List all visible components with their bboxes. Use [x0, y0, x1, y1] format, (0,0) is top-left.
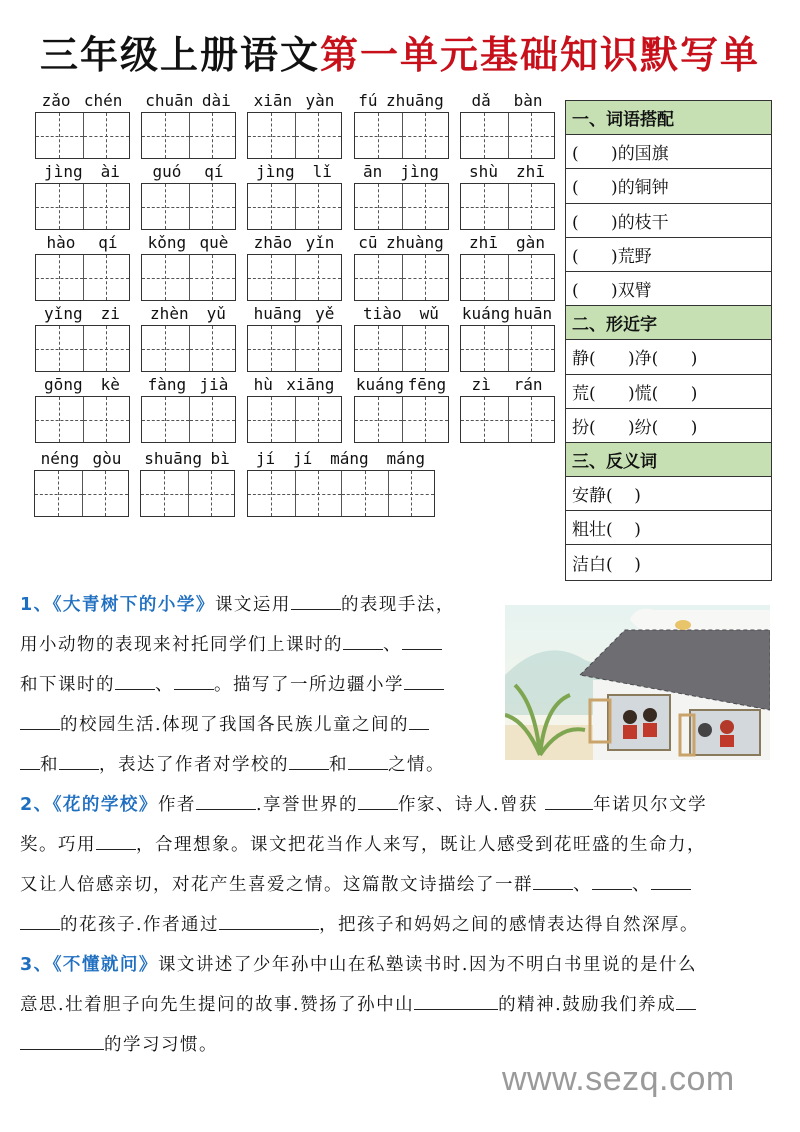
question-line	[20, 825, 706, 865]
question-text: ，把孩子和妈妈之间的感情表达得自然深厚。	[319, 915, 700, 935]
tianzige-writing-cell[interactable]	[82, 471, 129, 516]
pinyin-syllable: xiāng	[286, 375, 335, 394]
question-text: 的校园生活.体现了我国各民族儿童之间的	[60, 715, 410, 735]
pinyin-syllable: jìng	[400, 162, 439, 181]
tianzige-writing-cell[interactable]	[295, 326, 342, 371]
pinyin-syllable: wǔ	[419, 304, 439, 323]
question-text: ，合理想象。课文把花当作人来写，既让人感受到花旺盛的生命力，	[136, 835, 706, 855]
pinyin-syllable: dǎ	[471, 91, 491, 110]
pinyin-label	[141, 232, 235, 252]
answer-blank[interactable]	[20, 713, 60, 730]
tianzige-writing-cell[interactable]	[36, 255, 83, 300]
table-section-heading: 二、形近字	[566, 306, 771, 340]
tianzige-writing-cell[interactable]	[402, 113, 449, 158]
pinyin-syllable: zi	[100, 304, 120, 323]
answer-blank[interactable]	[343, 633, 383, 650]
fill-in-row[interactable]: 荒( )慌( )	[566, 375, 771, 409]
tianzige-writing-cell[interactable]	[142, 184, 189, 229]
answer-blank[interactable]	[291, 593, 341, 610]
lesson-title: 《花的学校》	[52, 795, 158, 815]
pinyin-label	[354, 374, 448, 394]
pinyin-syllable: zǎo	[41, 91, 71, 110]
tianzige-writing-cell[interactable]	[508, 255, 555, 300]
pinyin-label	[460, 161, 554, 181]
answer-blank[interactable]	[651, 873, 691, 890]
answer-blank[interactable]	[592, 873, 632, 890]
pinyin-label	[35, 303, 129, 323]
pinyin-syllable: bàn	[513, 91, 543, 110]
answer-blank[interactable]	[404, 673, 444, 690]
question-text: 作家、诗人.曾获	[398, 795, 546, 815]
question-text: 之情。	[388, 755, 445, 775]
tianzige-writing-cell[interactable]	[402, 255, 449, 300]
tianzige-writing-cell[interactable]	[188, 471, 235, 516]
question-text: 的精神.鼓励我们养成	[498, 995, 677, 1015]
answer-blank[interactable]	[174, 673, 214, 690]
tianzige-writing-cell[interactable]	[508, 326, 555, 371]
school-house-illustration	[505, 605, 770, 760]
tianzige-writing-cell[interactable]	[189, 397, 236, 442]
tianzige-writing-cell[interactable]	[248, 184, 295, 229]
question-text: 的学习习惯。	[104, 1035, 218, 1055]
question-text: .享誉世界的	[255, 795, 358, 815]
tianzige-writing-cell[interactable]	[35, 471, 82, 516]
answer-blank[interactable]	[348, 753, 388, 770]
question-text: 和	[40, 755, 59, 775]
tianzige-writing-cell[interactable]	[36, 113, 83, 158]
fill-in-row[interactable]: ( )荒野	[566, 238, 771, 272]
pinyin-label	[247, 232, 341, 252]
pinyin-syllable: yě	[315, 304, 335, 323]
question-line	[20, 785, 707, 825]
tianzige-writing-cell[interactable]	[248, 255, 295, 300]
pinyin-syllable: què	[199, 233, 229, 252]
tianzige-writing-cell[interactable]	[189, 184, 236, 229]
answer-blank[interactable]	[409, 713, 429, 730]
exercise-table	[565, 100, 772, 581]
question-line	[20, 585, 455, 625]
question-text: 的表现手法，	[340, 595, 455, 615]
question-line	[20, 945, 697, 985]
answer-blank[interactable]	[358, 793, 398, 810]
pinyin-label	[460, 232, 554, 252]
pinyin-label	[354, 161, 448, 181]
tianzige-writing-cell[interactable]	[189, 113, 236, 158]
tianzige-writing-cell[interactable]	[141, 471, 188, 516]
question-text: 奖。巧用	[20, 835, 96, 855]
question-text: 。描写了一所边疆小学	[214, 675, 404, 695]
tianzige-writing-cell[interactable]	[461, 184, 508, 229]
tianzige-writing-cell[interactable]	[355, 255, 402, 300]
question-text: 、	[155, 675, 174, 695]
pinyin-label	[354, 303, 448, 323]
tianzige-writing-cell[interactable]	[402, 184, 449, 229]
pinyin-syllable: qí	[98, 233, 118, 252]
question-text: 和下课时的	[20, 675, 115, 695]
pinyin-syllable: zhuàng	[385, 233, 444, 252]
answer-blank[interactable]	[115, 673, 155, 690]
tianzige-writing-cell[interactable]	[248, 397, 295, 442]
pinyin-syllable: jìng	[256, 162, 295, 181]
tianzige-writing-cell[interactable]	[83, 326, 130, 371]
question-text: 用小动物的表现来衬托同学们上课时的	[20, 635, 343, 655]
pinyin-syllable: lǐ	[312, 162, 332, 181]
fill-in-row[interactable]: 安静( )	[566, 477, 771, 511]
question-line	[20, 865, 691, 905]
tianzige-writing-cell[interactable]	[295, 471, 342, 516]
pinyin-syllable: chuān	[145, 91, 194, 110]
pinyin-syllable: xiān	[253, 91, 293, 110]
title-unit: 第一单元基础知识默写单	[320, 33, 761, 77]
lesson-title: 《不懂就问》	[52, 955, 158, 975]
pinyin-syllable: kǒng	[147, 233, 187, 252]
pinyin-syllable: dài	[201, 91, 231, 110]
question-text: ，表达了作者对学校的	[99, 755, 289, 775]
pinyin-label	[460, 374, 554, 394]
pinyin-label	[247, 90, 341, 110]
pinyin-syllable: jià	[199, 375, 229, 394]
pinyin-syllable: néng	[40, 449, 80, 468]
answer-blank[interactable]	[196, 793, 256, 810]
question-line	[20, 985, 696, 1025]
tianzige-writing-cell[interactable]	[461, 255, 508, 300]
tianzige-writing-cell[interactable]	[402, 326, 449, 371]
pinyin-label	[460, 303, 554, 323]
tianzige-writing-cell[interactable]	[83, 184, 130, 229]
pinyin-syllable: zhèn	[150, 304, 189, 323]
pinyin-syllable: yǐn	[305, 233, 335, 252]
pinyin-label	[35, 232, 129, 252]
page-title	[0, 30, 800, 80]
question-text: 作者	[157, 795, 196, 815]
question-text: 、	[632, 875, 651, 895]
pinyin-syllable: máng	[386, 449, 426, 468]
tianzige-writing-cell[interactable]	[341, 471, 388, 516]
pinyin-syllable: huāng	[253, 304, 302, 323]
tianzige-writing-cell[interactable]	[508, 184, 555, 229]
answer-blank[interactable]	[20, 1033, 104, 1050]
answer-blank[interactable]	[59, 753, 99, 770]
pinyin-syllable: máng	[330, 449, 369, 468]
answer-blank[interactable]	[414, 993, 498, 1010]
answer-blank[interactable]	[20, 753, 40, 770]
tianzige-writing-cell[interactable]	[36, 184, 83, 229]
pinyin-syllable: jí	[255, 449, 276, 468]
answer-blank[interactable]	[219, 913, 319, 930]
pinyin-syllable: bì	[210, 449, 230, 468]
tianzige-writing-cell[interactable]	[461, 113, 508, 158]
answer-blank[interactable]	[20, 913, 60, 930]
title-grade: 三年级上册语文	[39, 33, 320, 77]
tianzige-writing-cell[interactable]	[83, 397, 130, 442]
pinyin-syllable: kuáng	[461, 304, 510, 323]
fill-in-row[interactable]: 静( )净( )	[566, 340, 771, 374]
question-line	[20, 905, 699, 945]
pinyin-label	[35, 90, 129, 110]
question-text: 课文运用	[214, 595, 291, 615]
pinyin-syllable: zhī	[516, 162, 545, 181]
question-line	[20, 625, 442, 665]
answer-blank[interactable]	[533, 873, 573, 890]
pinyin-label	[247, 161, 341, 181]
pinyin-syllable: zì	[471, 375, 491, 394]
tianzige-writing-cell[interactable]	[142, 397, 189, 442]
pinyin-label	[141, 303, 235, 323]
tianzige-writing-cell[interactable]	[189, 255, 236, 300]
question-text: 又让人倍感亲切，对花产生喜爱之情。这篇散文诗描绘了一群	[20, 875, 533, 895]
pinyin-syllable: yàn	[305, 91, 335, 110]
pinyin-syllable: hù	[253, 375, 273, 394]
question-line	[20, 705, 429, 745]
tianzige-writing-cell[interactable]	[83, 113, 130, 158]
answer-blank[interactable]	[289, 753, 329, 770]
pinyin-syllable: kè	[100, 375, 120, 394]
pinyin-syllable: ài	[100, 162, 120, 181]
answer-blank[interactable]	[545, 793, 593, 810]
fill-in-row[interactable]: 粗壮( )	[566, 511, 771, 545]
tianzige-writing-cell[interactable]	[248, 471, 295, 516]
tianzige-writing-cell[interactable]	[295, 255, 342, 300]
question-number: 1、	[20, 595, 53, 615]
question-text: 意思.壮着胆子向先生提问的故事.赞扬了孙中山	[20, 995, 415, 1015]
table-section-heading: 一、词语搭配	[566, 101, 771, 135]
answer-blank[interactable]	[96, 833, 136, 850]
pinyin-label	[247, 374, 341, 394]
tianzige-writing-cell[interactable]	[355, 397, 402, 442]
tianzige-writing-cell[interactable]	[508, 397, 555, 442]
question-text: 的花孩子.作者通过	[60, 915, 220, 935]
pinyin-syllable: yǐng	[44, 304, 83, 323]
pinyin-label	[141, 374, 235, 394]
question-line	[20, 1025, 218, 1065]
pinyin-label	[460, 90, 554, 110]
pinyin-syllable: zhāo	[253, 233, 293, 252]
pinyin-syllable: tiào	[363, 304, 402, 323]
question-text: 、	[573, 875, 592, 895]
question-number: 3、	[20, 955, 53, 975]
table-section-heading: 三、反义词	[566, 443, 771, 477]
tianzige-writing-cell[interactable]	[295, 184, 342, 229]
question-text: 、	[383, 635, 402, 655]
pinyin-label	[247, 448, 434, 468]
pinyin-syllable: zhuāng	[385, 91, 444, 110]
tianzige-writing-cell[interactable]	[83, 255, 130, 300]
fill-in-row[interactable]: ( )的铜钟	[566, 169, 771, 203]
fill-in-row[interactable]: ( )的国旗	[566, 135, 771, 169]
tianzige-writing-cell[interactable]	[295, 113, 342, 158]
tianzige-writing-cell[interactable]	[142, 255, 189, 300]
pinyin-label	[141, 161, 235, 181]
pinyin-label	[34, 448, 128, 468]
pinyin-syllable: rán	[513, 375, 543, 394]
pinyin-syllable: chén	[83, 91, 123, 110]
fill-in-row[interactable]: 洁白( )	[572, 555, 641, 576]
pinyin-syllable: gàn	[516, 233, 545, 252]
pinyin-syllable: hào	[46, 233, 76, 252]
pinyin-label	[140, 448, 234, 468]
question-text: 和	[329, 755, 348, 775]
pinyin-syllable: kuáng	[355, 375, 404, 394]
question-number: 2、	[20, 795, 53, 815]
pinyin-syllable: fàng	[147, 375, 187, 394]
tianzige-writing-cell[interactable]	[248, 113, 295, 158]
tianzige-writing-cell[interactable]	[402, 397, 449, 442]
pinyin-label	[354, 90, 448, 110]
pinyin-syllable: fēng	[407, 375, 447, 394]
tianzige-writing-cell[interactable]	[461, 397, 508, 442]
pinyin-syllable: jí	[293, 449, 313, 468]
pinyin-syllable: shuāng	[144, 449, 203, 468]
pinyin-syllable: gòu	[92, 449, 122, 468]
pinyin-syllable: ān	[363, 162, 383, 181]
tianzige-writing-cell[interactable]	[508, 113, 555, 158]
tianzige-writing-cell[interactable]	[355, 326, 402, 371]
fill-in-row[interactable]: ( )双臂	[566, 272, 771, 306]
tianzige-writing-cell[interactable]	[388, 471, 435, 516]
tianzige-writing-cell[interactable]	[295, 397, 342, 442]
pinyin-syllable: zhī	[469, 233, 498, 252]
tianzige-writing-cell[interactable]	[355, 113, 402, 158]
pinyin-syllable: gōng	[44, 375, 83, 394]
tianzige-writing-cell[interactable]	[36, 397, 83, 442]
lesson-title: 《大青树下的小学》	[52, 595, 215, 615]
pinyin-label	[141, 90, 235, 110]
tianzige-writing-cell[interactable]	[248, 326, 295, 371]
pinyin-label	[35, 161, 129, 181]
tianzige-writing-cell[interactable]	[355, 184, 402, 229]
question-text: 年诺贝尔文学	[593, 795, 708, 815]
tianzige-writing-cell[interactable]	[142, 326, 189, 371]
pinyin-syllable: shù	[469, 162, 498, 181]
fill-in-row[interactable]: ( )的枝干	[566, 204, 771, 238]
question-line	[20, 665, 444, 705]
tianzige-writing-cell[interactable]	[461, 326, 508, 371]
pinyin-label	[35, 374, 129, 394]
pinyin-syllable: qí	[204, 162, 224, 181]
tianzige-writing-cell[interactable]	[142, 113, 189, 158]
pinyin-syllable: guó	[152, 162, 182, 181]
tianzige-writing-cell[interactable]	[189, 326, 236, 371]
fill-in-row[interactable]: 扮( )纷( )	[566, 409, 771, 443]
question-text: 课文讲述了少年孙中山在私塾读书时.因为不明白书里说的是什么	[157, 955, 697, 975]
pinyin-syllable: yǔ	[206, 304, 226, 323]
pinyin-syllable: huān	[513, 304, 553, 323]
pinyin-label	[354, 232, 448, 252]
watermark: www.sezq.com	[502, 1060, 735, 1098]
answer-blank[interactable]	[676, 993, 696, 1010]
question-line	[20, 745, 445, 785]
pinyin-syllable: fú	[358, 91, 378, 110]
answer-blank[interactable]	[402, 633, 442, 650]
pinyin-syllable: cū	[358, 233, 378, 252]
tianzige-writing-cell[interactable]	[36, 326, 83, 371]
pinyin-label	[247, 303, 341, 323]
pinyin-syllable: jìng	[44, 162, 83, 181]
